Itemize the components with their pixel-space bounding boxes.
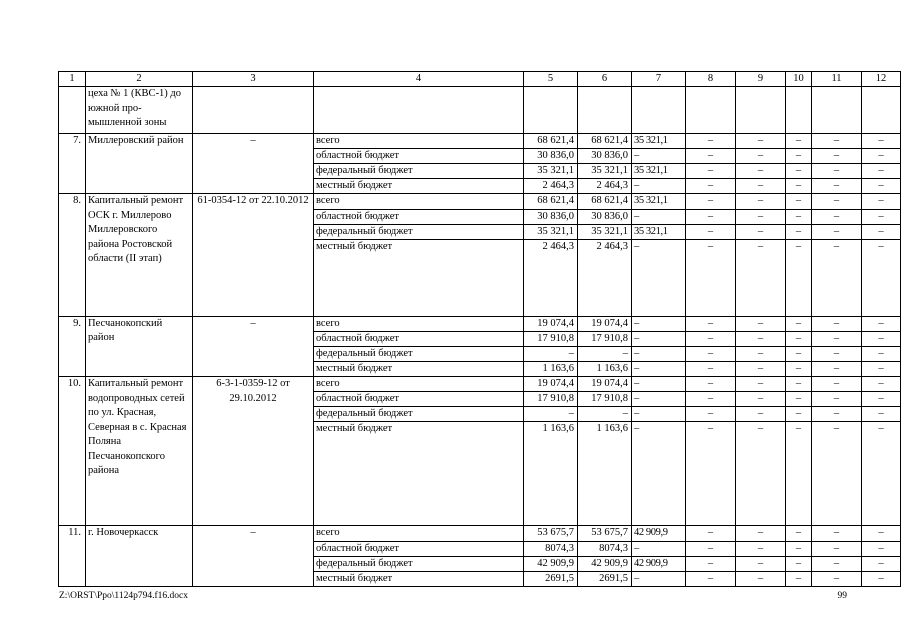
- value-col11: –: [812, 316, 862, 331]
- value-col10: –: [786, 316, 812, 331]
- value-col6: 42 909,9: [578, 556, 632, 571]
- value-col7: –: [632, 331, 686, 346]
- value-col5: 30 836,0: [524, 209, 578, 224]
- column-number: 3: [193, 72, 314, 87]
- value-col7: –: [632, 346, 686, 361]
- column-number: 10: [786, 72, 812, 87]
- value-col5: 17 910,8: [524, 392, 578, 407]
- entry-number: 8.: [59, 194, 86, 316]
- value-col10: –: [786, 239, 812, 316]
- value-col6: 17 910,8: [578, 331, 632, 346]
- table-row: [59, 526, 901, 541]
- value-col9: –: [736, 224, 786, 239]
- funding-type: областной бюджет: [314, 209, 524, 224]
- column-number: 12: [862, 72, 901, 87]
- value-col5: 1 163,6: [524, 362, 578, 377]
- value-col6: 17 910,8: [578, 392, 632, 407]
- value-col7: –: [632, 239, 686, 316]
- value-col9: –: [736, 571, 786, 586]
- value-col11: –: [812, 392, 862, 407]
- value-col5: 35 321,1: [524, 164, 578, 179]
- value-col7: –: [632, 422, 686, 526]
- value-col11: –: [812, 407, 862, 422]
- value-col9: –: [736, 362, 786, 377]
- value-col11: –: [812, 134, 862, 149]
- value-col5: 8074,3: [524, 541, 578, 556]
- value-col6: 2 464,3: [578, 179, 632, 194]
- cell-empty: [686, 87, 736, 134]
- value-col7: –: [632, 392, 686, 407]
- value-col9: –: [736, 556, 786, 571]
- column-number: 7: [632, 72, 686, 87]
- entry-name: г. Новочеркасск: [86, 526, 193, 586]
- entry-document: 6-3-1-0359-12 от 29.10.2012: [193, 377, 314, 526]
- column-number: 2: [86, 72, 193, 87]
- value-col10: –: [786, 362, 812, 377]
- value-col10: –: [786, 194, 812, 209]
- column-number: 11: [812, 72, 862, 87]
- value-col8: –: [686, 239, 736, 316]
- value-col10: –: [786, 407, 812, 422]
- value-col9: –: [736, 194, 786, 209]
- value-col9: –: [736, 392, 786, 407]
- value-col10: –: [786, 179, 812, 194]
- cell-empty: [193, 87, 314, 134]
- value-col5: 19 074,4: [524, 377, 578, 392]
- value-col12: –: [862, 526, 901, 541]
- funding-type: всего: [314, 377, 524, 392]
- value-col6: 35 321,1: [578, 164, 632, 179]
- value-col7: –: [632, 179, 686, 194]
- cell-empty: [812, 87, 862, 134]
- funding-type: местный бюджет: [314, 239, 524, 316]
- value-col12: –: [862, 362, 901, 377]
- value-col11: –: [812, 164, 862, 179]
- value-col8: –: [686, 541, 736, 556]
- cell-empty: [632, 87, 686, 134]
- value-col8: –: [686, 316, 736, 331]
- funding-type: федеральный бюджет: [314, 346, 524, 361]
- value-col9: –: [736, 134, 786, 149]
- column-number-row: [59, 72, 901, 87]
- entry-number: 10.: [59, 377, 86, 526]
- value-col5: 2691,5: [524, 571, 578, 586]
- value-col6: 30 836,0: [578, 149, 632, 164]
- value-col6: 1 163,6: [578, 362, 632, 377]
- value-col11: –: [812, 571, 862, 586]
- value-col9: –: [736, 209, 786, 224]
- entry-name: Миллеровский район: [86, 134, 193, 194]
- value-col7: 42 909,9: [632, 556, 686, 571]
- value-col9: –: [736, 526, 786, 541]
- value-col7: –: [632, 407, 686, 422]
- value-col8: –: [686, 194, 736, 209]
- table-row: [59, 316, 901, 331]
- value-col7: –: [632, 209, 686, 224]
- funding-type: всего: [314, 526, 524, 541]
- funding-type: федеральный бюджет: [314, 556, 524, 571]
- value-col5: 2 464,3: [524, 179, 578, 194]
- footer-page-number: 99: [837, 591, 847, 601]
- value-col8: –: [686, 392, 736, 407]
- value-col8: –: [686, 571, 736, 586]
- value-col6: 68 621,4: [578, 194, 632, 209]
- value-col7: –: [632, 362, 686, 377]
- value-col6: –: [578, 346, 632, 361]
- value-col5: 35 321,1: [524, 224, 578, 239]
- cell-empty: [524, 87, 578, 134]
- value-col12: –: [862, 209, 901, 224]
- value-col11: –: [812, 179, 862, 194]
- value-col10: –: [786, 392, 812, 407]
- continued-object-name: цеха № 1 (КВС-1) до южной про-мышленной зоны: [86, 87, 193, 134]
- value-col10: –: [786, 331, 812, 346]
- cell-empty: [59, 87, 86, 134]
- value-col11: –: [812, 346, 862, 361]
- value-col10: –: [786, 164, 812, 179]
- footer-file-path: Z:\ORST\Ppo\1124p794.f16.docx: [59, 591, 188, 601]
- entry-number: 9.: [59, 316, 86, 376]
- value-col6: 30 836,0: [578, 209, 632, 224]
- value-col12: –: [862, 316, 901, 331]
- value-col11: –: [812, 422, 862, 526]
- value-col11: –: [812, 526, 862, 541]
- entry-name: Капитальный ремонт водопроводных сетей по ул. Красная, Северная в с. Красная Поляна Песчанокопского района: [86, 377, 193, 526]
- funding-type: областной бюджет: [314, 392, 524, 407]
- value-col8: –: [686, 331, 736, 346]
- value-col10: –: [786, 556, 812, 571]
- value-col5: 2 464,3: [524, 239, 578, 316]
- value-col10: –: [786, 134, 812, 149]
- value-col10: –: [786, 541, 812, 556]
- value-col11: –: [812, 541, 862, 556]
- value-col12: –: [862, 346, 901, 361]
- value-col12: –: [862, 571, 901, 586]
- value-col10: –: [786, 224, 812, 239]
- value-col11: –: [812, 362, 862, 377]
- value-col12: –: [862, 331, 901, 346]
- value-col6: –: [578, 407, 632, 422]
- value-col8: –: [686, 346, 736, 361]
- column-number: 4: [314, 72, 524, 87]
- table-row: [59, 377, 901, 392]
- value-col6: 19 074,4: [578, 377, 632, 392]
- value-col11: –: [812, 194, 862, 209]
- entry-document: –: [193, 316, 314, 376]
- value-col8: –: [686, 362, 736, 377]
- value-col9: –: [736, 407, 786, 422]
- value-col12: –: [862, 541, 901, 556]
- value-col5: 17 910,8: [524, 331, 578, 346]
- value-col5: 30 836,0: [524, 149, 578, 164]
- value-col8: –: [686, 407, 736, 422]
- value-col9: –: [736, 179, 786, 194]
- value-col6: 8074,3: [578, 541, 632, 556]
- budget-table: [58, 71, 901, 587]
- value-col8: –: [686, 224, 736, 239]
- column-number: 5: [524, 72, 578, 87]
- funding-type: федеральный бюджет: [314, 224, 524, 239]
- value-col6: 1 163,6: [578, 422, 632, 526]
- value-col7: –: [632, 316, 686, 331]
- value-col11: –: [812, 209, 862, 224]
- value-col12: –: [862, 239, 901, 316]
- value-col10: –: [786, 571, 812, 586]
- value-col12: –: [862, 164, 901, 179]
- funding-type: местный бюджет: [314, 179, 524, 194]
- value-col9: –: [736, 239, 786, 316]
- value-col5: 42 909,9: [524, 556, 578, 571]
- value-col10: –: [786, 377, 812, 392]
- value-col5: 1 163,6: [524, 422, 578, 526]
- value-col12: –: [862, 556, 901, 571]
- value-col7: 35 321,1: [632, 194, 686, 209]
- value-col5: 68 621,4: [524, 194, 578, 209]
- value-col7: 35 321,1: [632, 224, 686, 239]
- value-col6: 68 621,4: [578, 134, 632, 149]
- value-col8: –: [686, 164, 736, 179]
- value-col12: –: [862, 179, 901, 194]
- column-number: 9: [736, 72, 786, 87]
- value-col7: 42 909,9: [632, 526, 686, 541]
- value-col7: 35 321,1: [632, 134, 686, 149]
- cell-empty: [786, 87, 812, 134]
- value-col5: –: [524, 407, 578, 422]
- value-col12: –: [862, 194, 901, 209]
- entry-name: Капитальный ремонт ОСК г. Миллерово Миллеровского района Ростовской области (II этап): [86, 194, 193, 316]
- continuation-row: [59, 87, 901, 134]
- entry-document: –: [193, 134, 314, 194]
- value-col10: –: [786, 346, 812, 361]
- funding-type: федеральный бюджет: [314, 407, 524, 422]
- value-col9: –: [736, 316, 786, 331]
- value-col11: –: [812, 556, 862, 571]
- column-number: 8: [686, 72, 736, 87]
- funding-type: всего: [314, 134, 524, 149]
- value-col7: –: [632, 541, 686, 556]
- value-col8: –: [686, 209, 736, 224]
- value-col12: –: [862, 377, 901, 392]
- cell-empty: [314, 87, 524, 134]
- value-col9: –: [736, 422, 786, 526]
- funding-type: федеральный бюджет: [314, 164, 524, 179]
- entry-number: 11.: [59, 526, 86, 586]
- value-col5: 19 074,4: [524, 316, 578, 331]
- cell-empty: [862, 87, 901, 134]
- value-col9: –: [736, 377, 786, 392]
- value-col6: 2 464,3: [578, 239, 632, 316]
- funding-type: областной бюджет: [314, 541, 524, 556]
- value-col11: –: [812, 224, 862, 239]
- value-col11: –: [812, 377, 862, 392]
- value-col8: –: [686, 377, 736, 392]
- entry-number: 7.: [59, 134, 86, 194]
- value-col7: –: [632, 377, 686, 392]
- value-col6: 2691,5: [578, 571, 632, 586]
- value-col6: 19 074,4: [578, 316, 632, 331]
- value-col10: –: [786, 422, 812, 526]
- cell-empty: [578, 87, 632, 134]
- value-col12: –: [862, 224, 901, 239]
- entry-document: 61-0354-12 от 22.10.2012: [193, 194, 314, 316]
- value-col9: –: [736, 541, 786, 556]
- funding-type: всего: [314, 316, 524, 331]
- value-col5: 53 675,7: [524, 526, 578, 541]
- cell-empty: [736, 87, 786, 134]
- value-col12: –: [862, 407, 901, 422]
- funding-type: всего: [314, 194, 524, 209]
- table-row: [59, 194, 901, 209]
- value-col11: –: [812, 331, 862, 346]
- value-col5: –: [524, 346, 578, 361]
- funding-type: местный бюджет: [314, 571, 524, 586]
- value-col12: –: [862, 392, 901, 407]
- value-col10: –: [786, 149, 812, 164]
- value-col9: –: [736, 149, 786, 164]
- value-col11: –: [812, 149, 862, 164]
- table-row: [59, 134, 901, 149]
- value-col12: –: [862, 149, 901, 164]
- value-col7: 35 321,1: [632, 164, 686, 179]
- value-col9: –: [736, 164, 786, 179]
- value-col6: 35 321,1: [578, 224, 632, 239]
- value-col8: –: [686, 134, 736, 149]
- table-body: [59, 72, 901, 587]
- value-col12: –: [862, 422, 901, 526]
- funding-type: местный бюджет: [314, 422, 524, 526]
- value-col9: –: [736, 346, 786, 361]
- entry-document: –: [193, 526, 314, 586]
- value-col7: –: [632, 571, 686, 586]
- value-col8: –: [686, 422, 736, 526]
- column-number: 1: [59, 72, 86, 87]
- funding-type: областной бюджет: [314, 331, 524, 346]
- value-col6: 53 675,7: [578, 526, 632, 541]
- value-col8: –: [686, 149, 736, 164]
- value-col12: –: [862, 134, 901, 149]
- funding-type: местный бюджет: [314, 362, 524, 377]
- value-col10: –: [786, 209, 812, 224]
- value-col8: –: [686, 179, 736, 194]
- entry-name: Песчанокопский район: [86, 316, 193, 376]
- value-col11: –: [812, 239, 862, 316]
- value-col7: –: [632, 149, 686, 164]
- value-col10: –: [786, 526, 812, 541]
- funding-type: областной бюджет: [314, 149, 524, 164]
- value-col8: –: [686, 556, 736, 571]
- column-number: 6: [578, 72, 632, 87]
- value-col8: –: [686, 526, 736, 541]
- value-col9: –: [736, 331, 786, 346]
- value-col5: 68 621,4: [524, 134, 578, 149]
